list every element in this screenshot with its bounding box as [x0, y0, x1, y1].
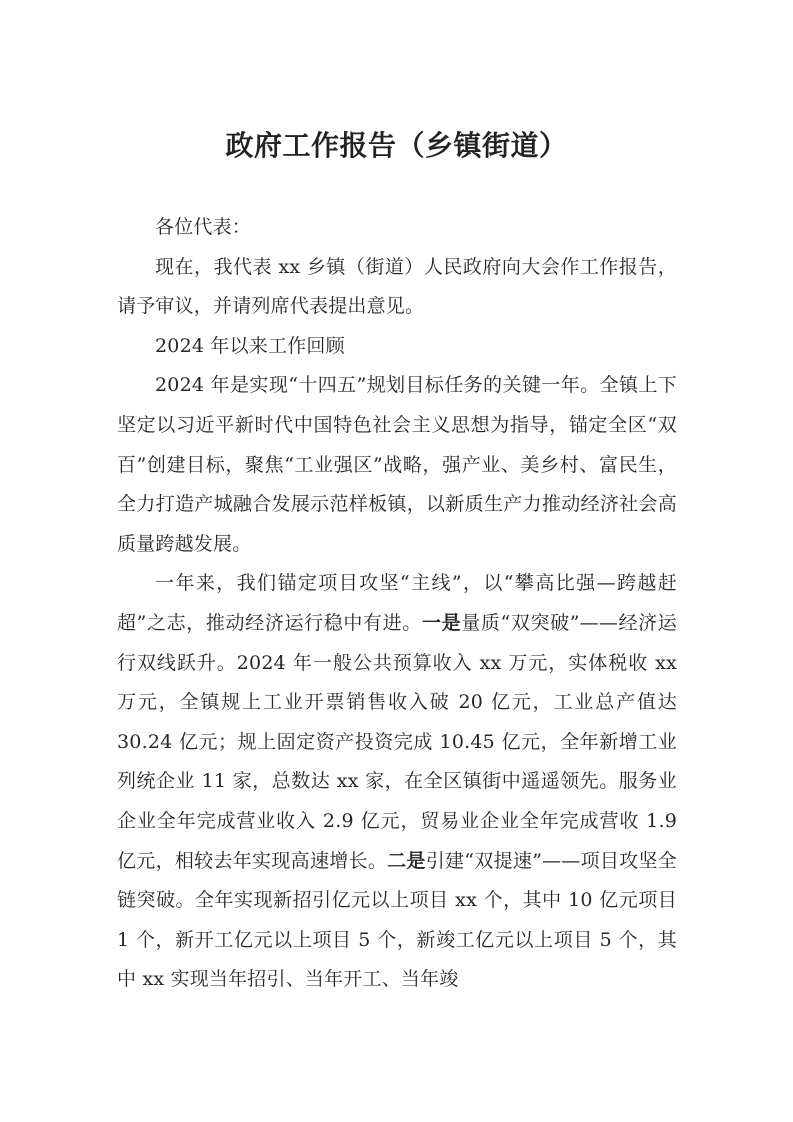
review-paragraph: [117, 564, 677, 1000]
intro-paragraph: 现在，我代表 xx 乡镇（街道）人民政府向大会作工作报告，请予审议，并请列席代表提出意见。: [117, 255, 677, 318]
review-opening: 一年来，我们锚定项目攻坚“主线”，以“攀高比强—跨越赶超”之志，推动经济运行稳中有进。: [117, 572, 677, 634]
document-body: [117, 208, 677, 1000]
point-one-lead: 一是: [421, 611, 462, 634]
salutation: 各位代表：: [155, 216, 252, 238]
point-two-text: 引建“双提速”——项目攻坚全链突破。全年实现新招引亿元以上项目 xx 个，其中 10 亿元项目 1 个，新开工亿元以上项目 5 个，新竣工亿元以上项目 5 个，其中 xx 实现当年招引、当年开工、当年竣: [117, 849, 677, 991]
section-heading: 2024 年以来工作回顾: [155, 334, 345, 357]
document-title: 政府工作报告（乡镇街道）: [225, 129, 568, 162]
overview-paragraph: 2024 年是实现“十四五”规划目标任务的关键一年。全镇上下坚定以习近平新时代中国特色社会主义思想为指导，锚定全区“双百”创建目标，聚焦“工业强区”战略，强产业、美乡村、富民生，全力打造产城融合发展示范样板镇，以新质生产力推动经济社会高质量跨越发展。: [117, 374, 677, 555]
point-two-lead: 二是: [387, 849, 426, 872]
point-one-text: 量质“双突破”——经济运行双线跃升。2024 年一般公共预算收入 xx 万元，实体税收 xx 万元，全镇规上工业开票销售收入破 20 亿元，工业总产值达 30.24 亿元；规上固定资产投资完成 10.45 亿元，全年新增工业列统企业 11 家，总数达 xx 家，在全区镇街中遥遥领先。服务业企业全年完成营业收入 2.9 亿元，贸易业企业全年完成营收 1.9 亿元，相较去年实现高速增长。: [117, 611, 677, 872]
